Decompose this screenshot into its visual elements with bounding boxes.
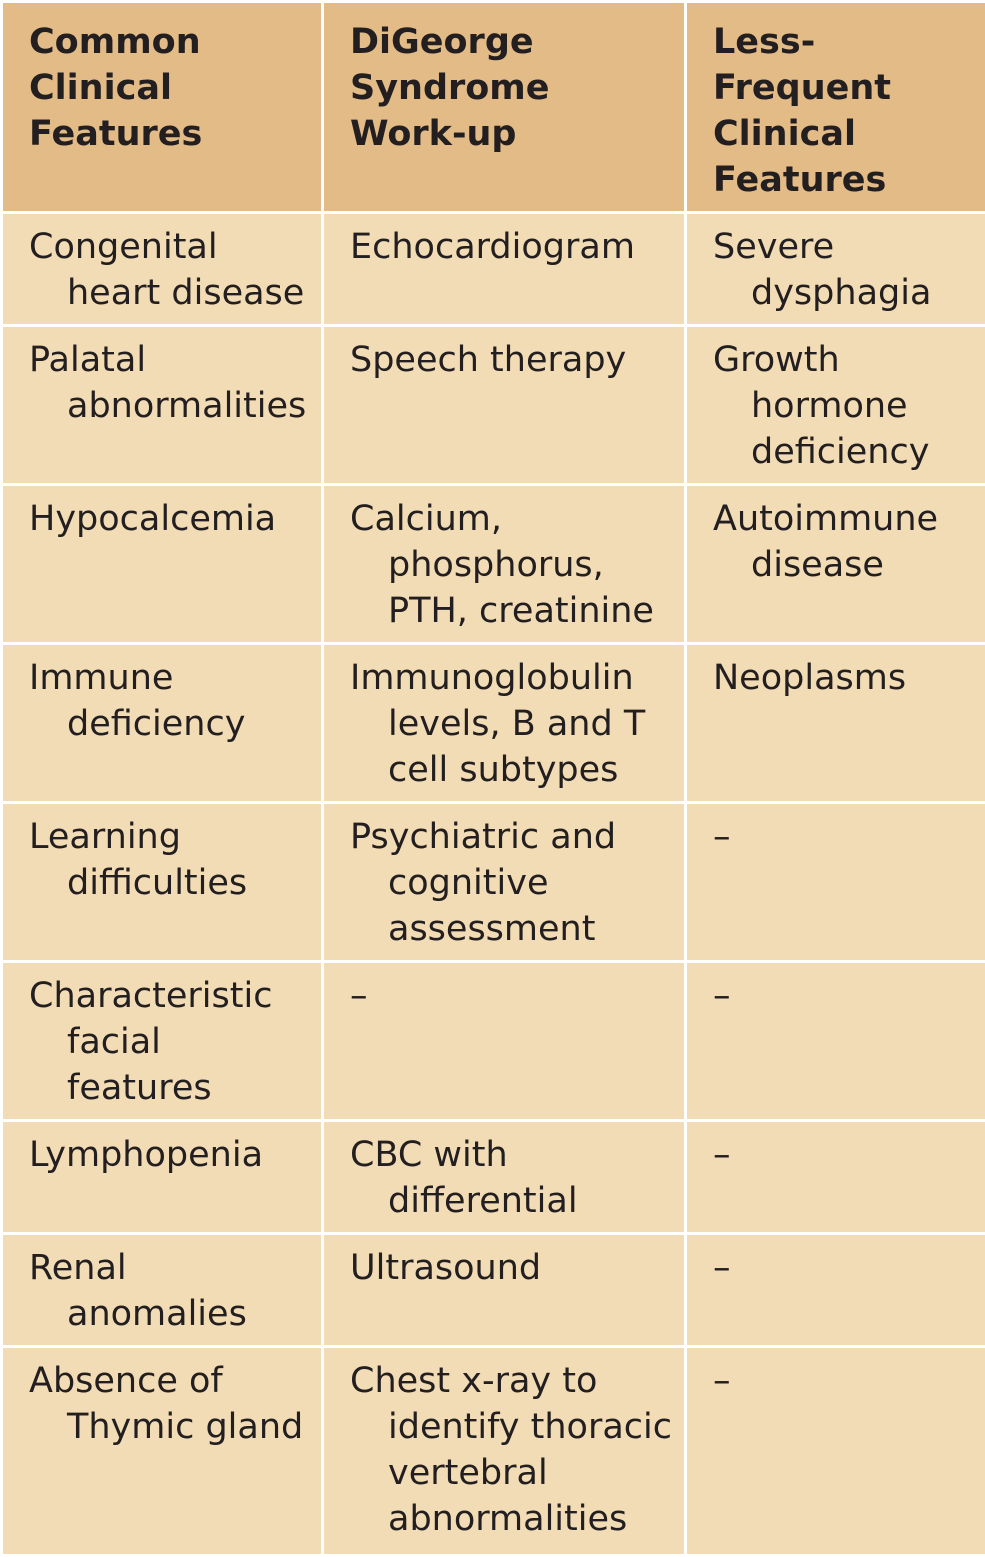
table-row: [2, 213, 985, 326]
common-feature-cell: Palatal abnormalities: [2, 326, 323, 485]
common-feature-cell: Congenital heart disease: [2, 213, 323, 326]
less-frequent-feature-cell: Growth hormone deficiency: [686, 326, 985, 485]
workup-cell: Psychiatric and cognitive assessment: [323, 803, 686, 962]
less-frequent-feature-cell: –: [686, 1121, 985, 1234]
table-row: [2, 1121, 985, 1234]
workup-cell: Calcium, phosphorus, PTH, creatinine: [323, 485, 686, 644]
less-frequent-feature-cell: Neoplasms: [686, 644, 985, 803]
less-frequent-feature-cell: Autoimmune disease: [686, 485, 985, 644]
table-row: [2, 644, 985, 803]
common-feature-cell: Learning difficulties: [2, 803, 323, 962]
header-less-frequent-features: Less-Frequent Clinical Features: [686, 2, 985, 213]
common-feature-cell: Immune deficiency: [2, 644, 323, 803]
common-feature-cell: Hypocalcemia: [2, 485, 323, 644]
less-frequent-feature-cell: –: [686, 803, 985, 962]
header-common-clinical-features: Common Clinical Features: [2, 2, 323, 213]
common-feature-cell: Absence of Thymic gland: [2, 1347, 323, 1556]
table-row: [2, 326, 985, 485]
workup-cell: Immunoglobulin levels, B and T cell subtypes: [323, 644, 686, 803]
less-frequent-feature-cell: –: [686, 962, 985, 1121]
less-frequent-feature-cell: –: [686, 1234, 985, 1347]
common-feature-cell: Renal anomalies: [2, 1234, 323, 1347]
common-feature-cell: Lymphopenia: [2, 1121, 323, 1234]
table-row: [2, 803, 985, 962]
table-header-row: [2, 2, 985, 213]
table-row: [2, 485, 985, 644]
workup-cell: Ultrasound: [323, 1234, 686, 1347]
table-row: [2, 1234, 985, 1347]
workup-cell: CBC with differential: [323, 1121, 686, 1234]
less-frequent-feature-cell: –: [686, 1347, 985, 1556]
workup-cell: Speech therapy: [323, 326, 686, 485]
workup-cell: –: [323, 962, 686, 1121]
workup-cell: Chest x-ray to identify thoracic vertebral abnormalities: [323, 1347, 686, 1556]
header-digeorge-workup: DiGeorge Syndrome Work-up: [323, 2, 686, 213]
table-row: [2, 1347, 985, 1556]
table-row: [2, 962, 985, 1121]
common-feature-cell: Characteristic facial features: [2, 962, 323, 1121]
workup-cell: Echocardiogram: [323, 213, 686, 326]
less-frequent-feature-cell: Severe dysphagia: [686, 213, 985, 326]
